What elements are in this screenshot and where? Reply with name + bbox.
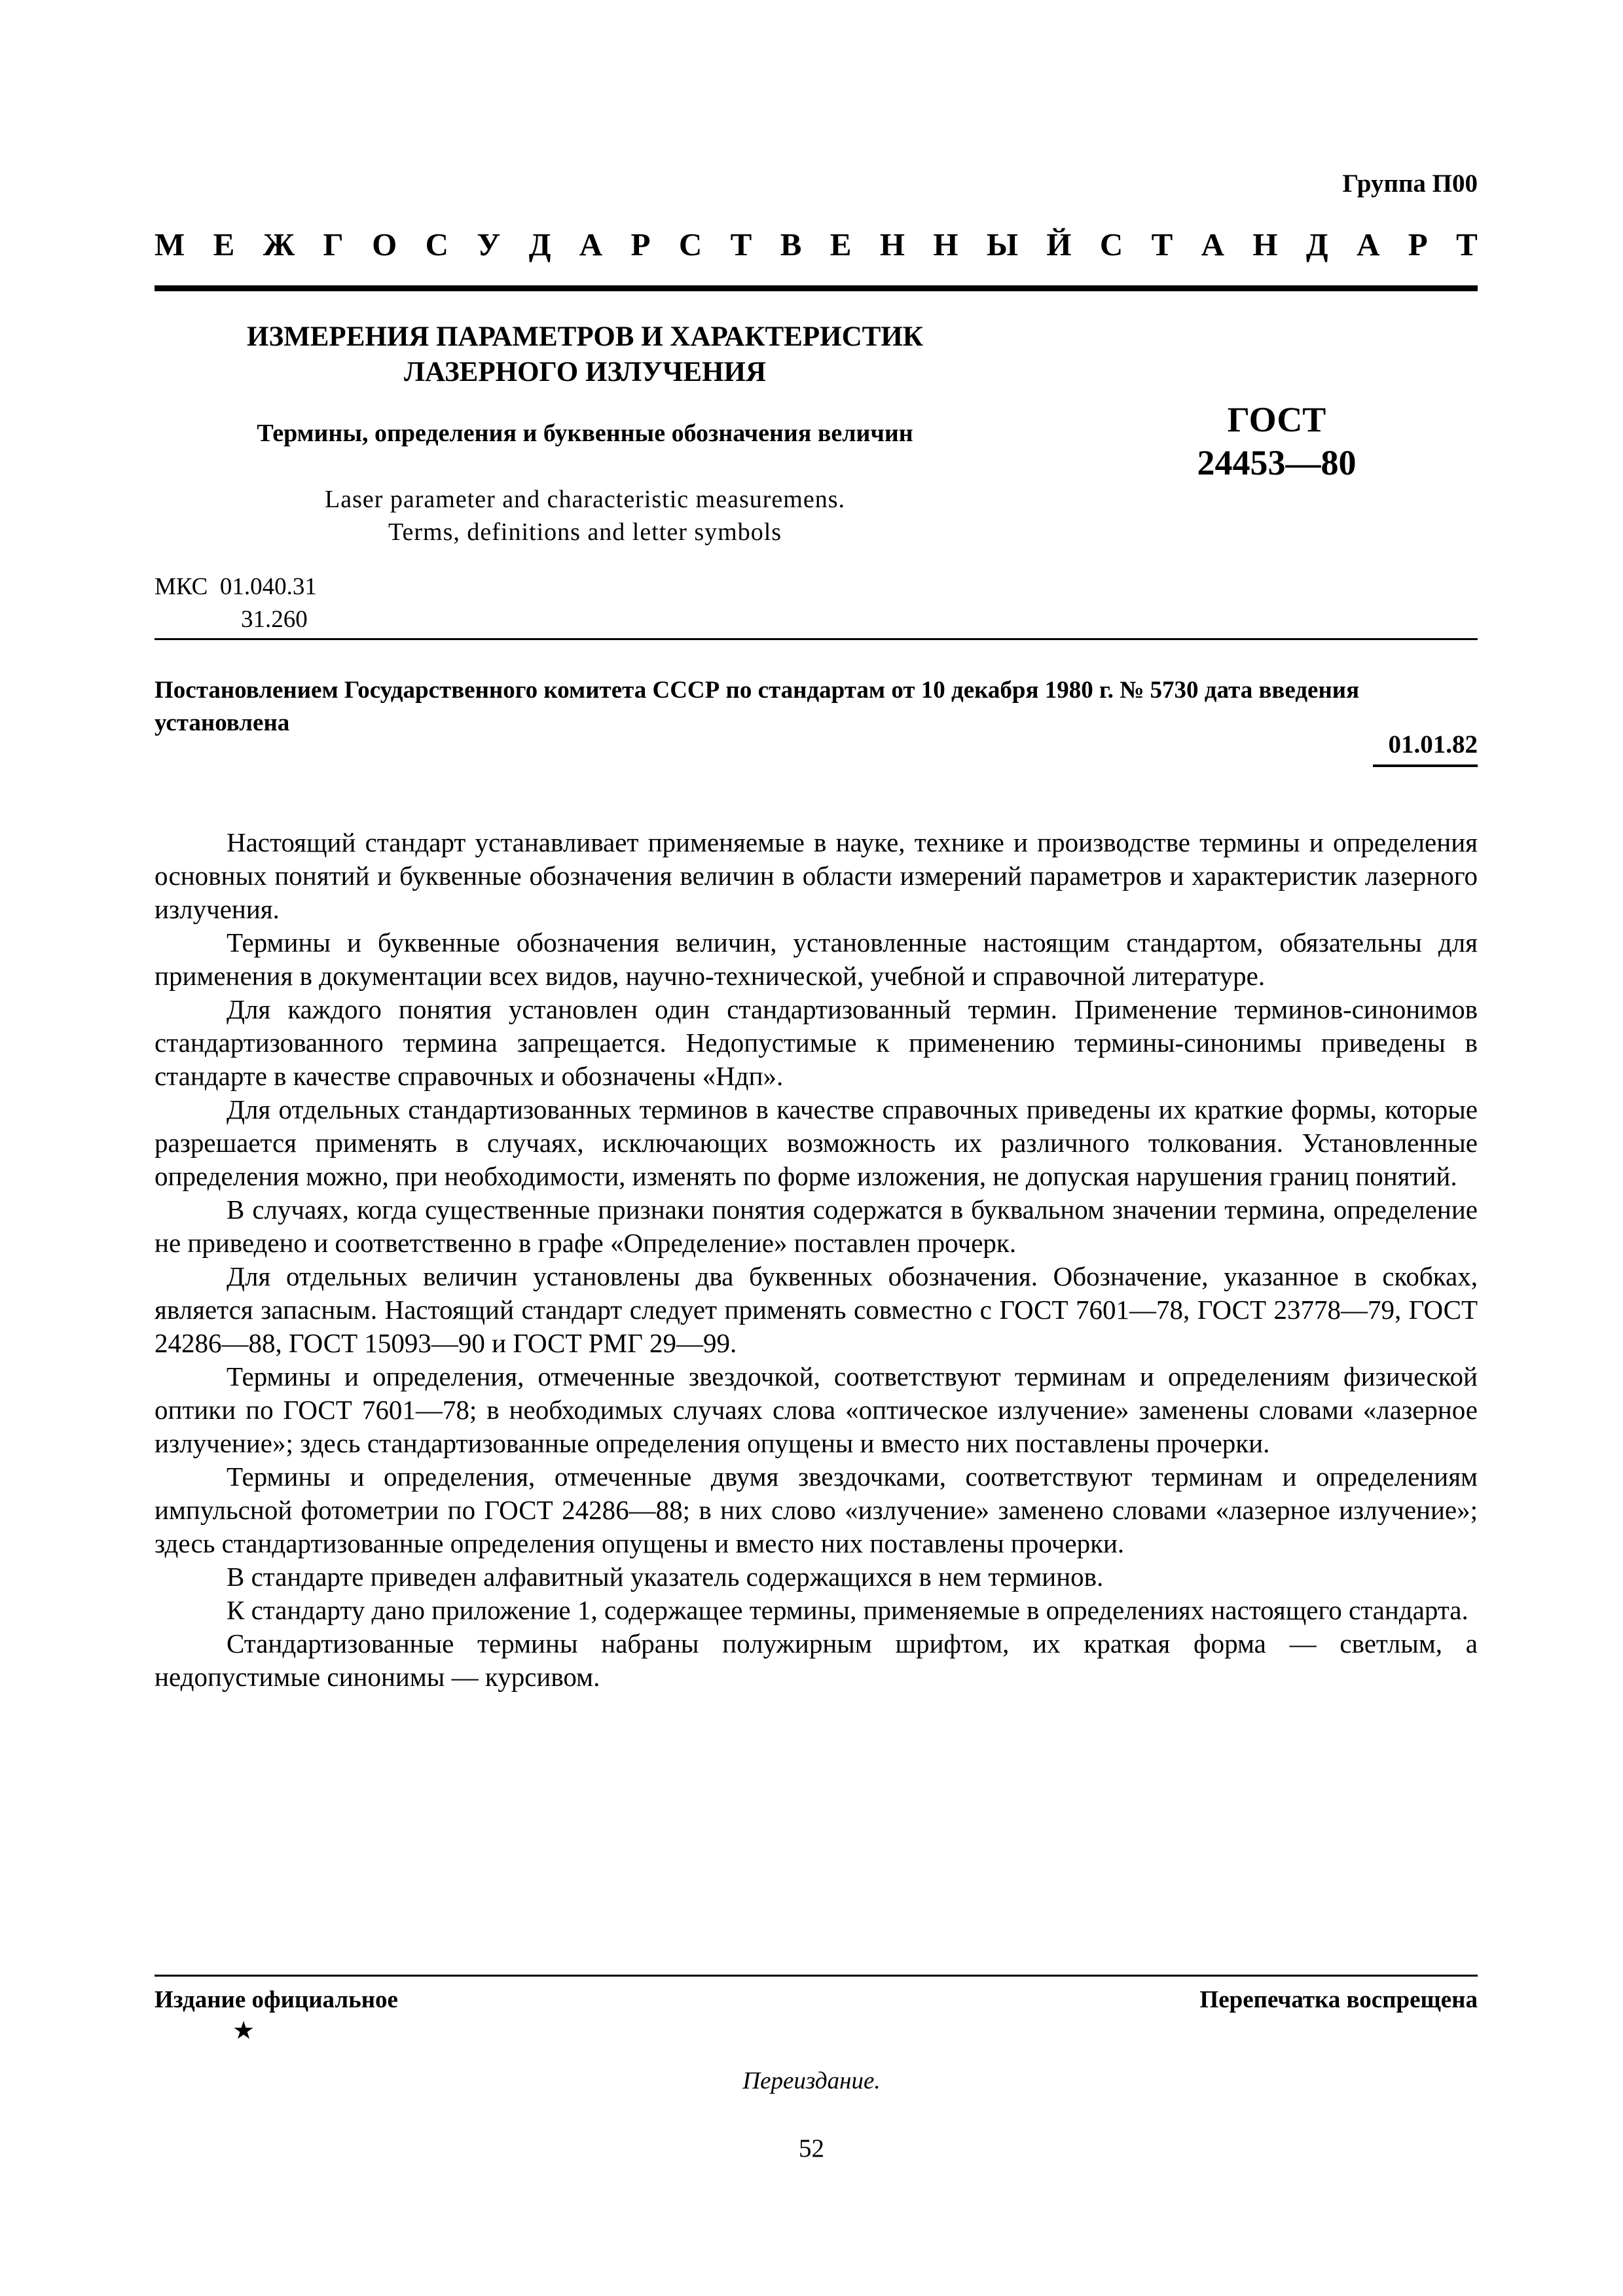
decree-text: Постановлением Государственного комитета СССР по стандартам от 10 декабря 1980 г. № 5730 дата введения установлена <box>155 677 1360 736</box>
gost-designation <box>1113 398 1440 484</box>
heading-letter: В <box>780 226 802 262</box>
body-paragraph: Для отдельных стандартизованных терминов в качестве справочных приведены их краткие формы, которые разрешается применять в случаях, исключающих возможность их различного толкования. Установленные определения можно, при необходимости, изменять по форме изложения, не допуская нарушения границ понятий. <box>155 1094 1478 1191</box>
heading-letter: А <box>1357 226 1380 262</box>
body-paragraph: В случаях, когда существенные признаки понятия содержатся в буквальном значении термина, определение не приведено и соответственно в графе «Определение» поставлен прочерк. <box>155 1194 1478 1258</box>
interstate-standard-heading <box>155 226 1478 263</box>
heading-letter: С <box>678 226 702 262</box>
heading-letter: Д <box>1305 226 1328 262</box>
heading-letter: А <box>1201 226 1225 262</box>
heading-letter: Т <box>1456 226 1478 262</box>
heading-letter: Г <box>323 226 344 262</box>
section-divider <box>155 638 1478 640</box>
body-paragraph: Термины и определения, отмеченные звездочкой, соответствуют терминам и определениям физической оптики по ГОСТ 7601—78; в необходимых случаях слова «оптическое излучение» заменены словами «лазерное излучение»; здесь стандартизованные определения опущены и вместо них поставлены прочерки. <box>155 1361 1478 1458</box>
heading-letter: Е <box>830 226 852 262</box>
mks-code: 31.260 <box>241 606 308 633</box>
body-paragraph: Термины и буквенные обозначения величин, установленные настоящим стандартом, обязательны для применения в документации всех видов, научно-технической, учебной и справочной литературе. <box>155 927 1478 991</box>
heading-letter: Н <box>933 226 958 262</box>
heading-letter: С <box>425 226 448 262</box>
mks-code: 01.040.31 <box>219 573 317 600</box>
body-paragraph: Настоящий стандарт устанавливает применяемые в науке, технике и производстве термины и определения основных понятий и буквенные обозначения величин в области измерений параметров и характеристик лазерного излучения. <box>155 827 1478 924</box>
heading-letter: Е <box>213 226 235 262</box>
document-subtitle: Термины, определения и буквенные обозначения величин <box>257 420 913 447</box>
heading-letter: Т <box>730 226 752 262</box>
body-paragraph: Для отдельных величин установлены два буквенных обозначения. Обозначение, указанное в скобках, является запасным. Настоящий стандарт следует применять совместно с ГОСТ 7601—78, ГОСТ 23778—79, ГОСТ 24286—88, ГОСТ 15093—90 и ГОСТ РМГ 29—99. <box>155 1261 1478 1358</box>
heading-letter: Р <box>1408 226 1428 262</box>
title-line: ИЗМЕРЕНИЯ ПАРАМЕТРОВ И ХАРАКТЕРИСТИК <box>247 321 923 352</box>
title-line: ЛАЗЕРНОГО ИЗЛУЧЕНИЯ <box>403 357 767 387</box>
heading-letter: М <box>155 226 185 262</box>
footer-divider <box>155 1975 1478 1977</box>
body-paragraph: В стандарте приведен алфавитный указатель содержащихся в нем терминов. <box>227 1562 1104 1592</box>
gost-label: ГОСТ <box>1227 400 1326 439</box>
date-underline <box>1373 764 1478 767</box>
reissue-label: Переиздание. <box>742 2068 881 2094</box>
heading-letter: У <box>477 226 501 262</box>
reprint-prohibited-label: Перепечатка воспрещена <box>1199 1986 1478 2013</box>
english-title-line: Terms, definitions and letter symbols <box>388 518 782 546</box>
group-label: Группа П00 <box>1342 170 1478 198</box>
heading-letter: Н <box>1252 226 1278 262</box>
heading-letter: Д <box>528 226 551 262</box>
introduction-date: 01.01.82 <box>1388 730 1478 759</box>
document-body <box>155 826 1478 1694</box>
body-paragraph: Для каждого понятия установлен один стандартизованный термин. Применение терминов-синонимов стандартизованного термина запрещается. Недопустимые к применению термины-синонимы приведены в стандарте в качестве справочных и обозначены «Ндп». <box>155 994 1478 1091</box>
star-icon: ★ <box>232 2017 255 2045</box>
body-paragraph: К стандарту дано приложение 1, содержащее термины, применяемые в определениях настоящего стандарта. <box>227 1595 1468 1625</box>
body-paragraph: Стандартизованные термины набраны полужирным шрифтом, их краткая форма — светлым, а недопустимые синонимы — курсивом. <box>155 1628 1478 1692</box>
heading-letter: Ы <box>986 226 1018 262</box>
gost-number: 24453—80 <box>1197 443 1357 482</box>
mks-codes <box>155 571 317 636</box>
page-number: 52 <box>799 2134 824 2162</box>
heading-letter: О <box>372 226 397 262</box>
heading-letter: С <box>1099 226 1123 262</box>
heading-letter: Ж <box>263 226 295 262</box>
heading-letter: Т <box>1151 226 1173 262</box>
heading-letter: А <box>579 226 603 262</box>
document-title <box>155 319 1015 390</box>
mks-label: МКС <box>155 573 208 600</box>
official-edition-label: Издание официальное <box>155 1986 398 2013</box>
body-paragraph: Термины и определения, отмеченные двумя звездочками, соответствуют терминам и определениям импульсной фотометрии по ГОСТ 24286—88; в них слово «излучение» заменено словами «лазерное излучение»; здесь стандартизованные определения опущены и вместо них поставлены прочерки. <box>155 1462 1478 1558</box>
heading-letter: Р <box>630 226 651 262</box>
heading-letter: Й <box>1046 226 1072 262</box>
header-divider <box>155 285 1478 291</box>
english-title <box>155 483 1015 548</box>
english-title-line: Laser parameter and characteristic measuremens. <box>325 486 845 513</box>
heading-letter: Н <box>879 226 905 262</box>
